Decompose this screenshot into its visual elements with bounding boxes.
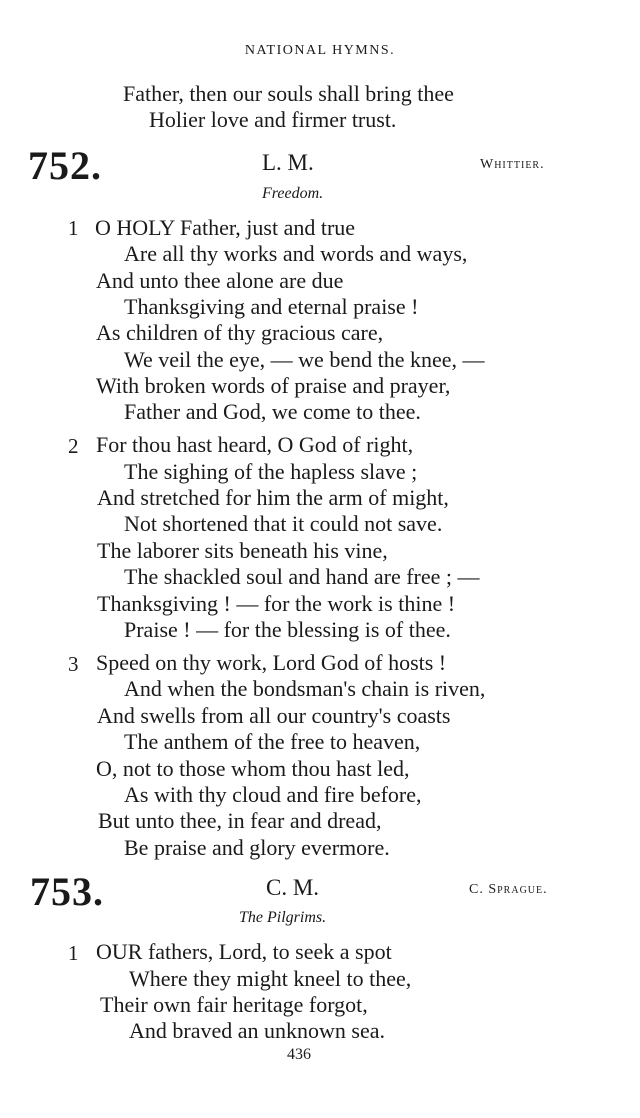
verse-line: We veil the eye, — we bend the knee, — (124, 347, 485, 372)
verse-line: Praise ! — for the blessing is of thee. (124, 617, 451, 642)
hymn-author: C. Sprague. (469, 882, 548, 897)
verse-number: 1 (68, 941, 79, 965)
hymn-title: The Pilgrims. (239, 909, 327, 926)
hymn-meter: C. M. (266, 875, 320, 900)
verse-line: But unto thee, in fear and dread, (98, 808, 382, 833)
verse-line: Thanksgiving ! — for the work is thine ! (97, 591, 456, 616)
hymn-number: 752. (28, 143, 102, 188)
verse-line: Their own fair heritage forgot, (100, 992, 368, 1017)
verse-line: As children of thy gracious care, (96, 320, 384, 345)
verse-line: And swells from all our country's coasts (97, 703, 451, 728)
verse-line: The laborer sits beneath his vine, (97, 538, 388, 563)
verse-line: Thanksgiving and eternal praise ! (124, 294, 419, 319)
verse-line: The sighing of the hapless slave ; (124, 459, 418, 484)
verse-line: O, not to those whom thou hast led, (96, 756, 410, 781)
hymn-title: Freedom. (262, 185, 324, 202)
verse-line: With broken words of praise and prayer, (96, 373, 451, 398)
verse-number: 2 (68, 434, 79, 458)
verse-number: 3 (68, 652, 79, 676)
verse-line: And when the bondsman's chain is riven, (124, 676, 486, 701)
running-head: NATIONAL HYMNS. (244, 43, 396, 58)
verse-line: Speed on thy work, Lord God of hosts ! (96, 650, 447, 675)
verse-line: OUR fathers, Lord, to seek a spot (96, 939, 392, 964)
verse-line: O HOLY Father, just and true (95, 215, 356, 240)
verse-line: For thou hast heard, O God of right, (96, 432, 414, 457)
verse-line: And unto thee alone are due (96, 268, 344, 293)
verse-line: Be praise and glory evermore. (124, 835, 390, 860)
verse-line: Where they might kneel to thee, (129, 966, 412, 991)
verse-line: Are all thy works and words and ways, (124, 241, 468, 266)
verse-line: The anthem of the free to heaven, (124, 729, 421, 754)
hymn-meter: L. M. (262, 150, 314, 175)
page-number: 436 (287, 1046, 311, 1063)
hymn-author: Whittier. (480, 157, 545, 172)
verse-line: Father and God, we come to thee. (124, 399, 421, 424)
verse-line: Not shortened that it could not save. (124, 511, 443, 536)
verse-line: And braved an unknown sea. (129, 1018, 385, 1043)
carryover-line: Holier love and firmer trust. (149, 107, 397, 132)
verse-line: The shackled soul and hand are free ; — (124, 564, 480, 589)
verse-line: As with thy cloud and fire before, (124, 782, 422, 807)
carryover-line: Father, then our souls shall bring thee (123, 81, 454, 106)
verse-line: And stretched for him the arm of might, (97, 485, 449, 510)
hymn-number: 753. (30, 869, 104, 914)
verse-number: 1 (68, 216, 79, 240)
